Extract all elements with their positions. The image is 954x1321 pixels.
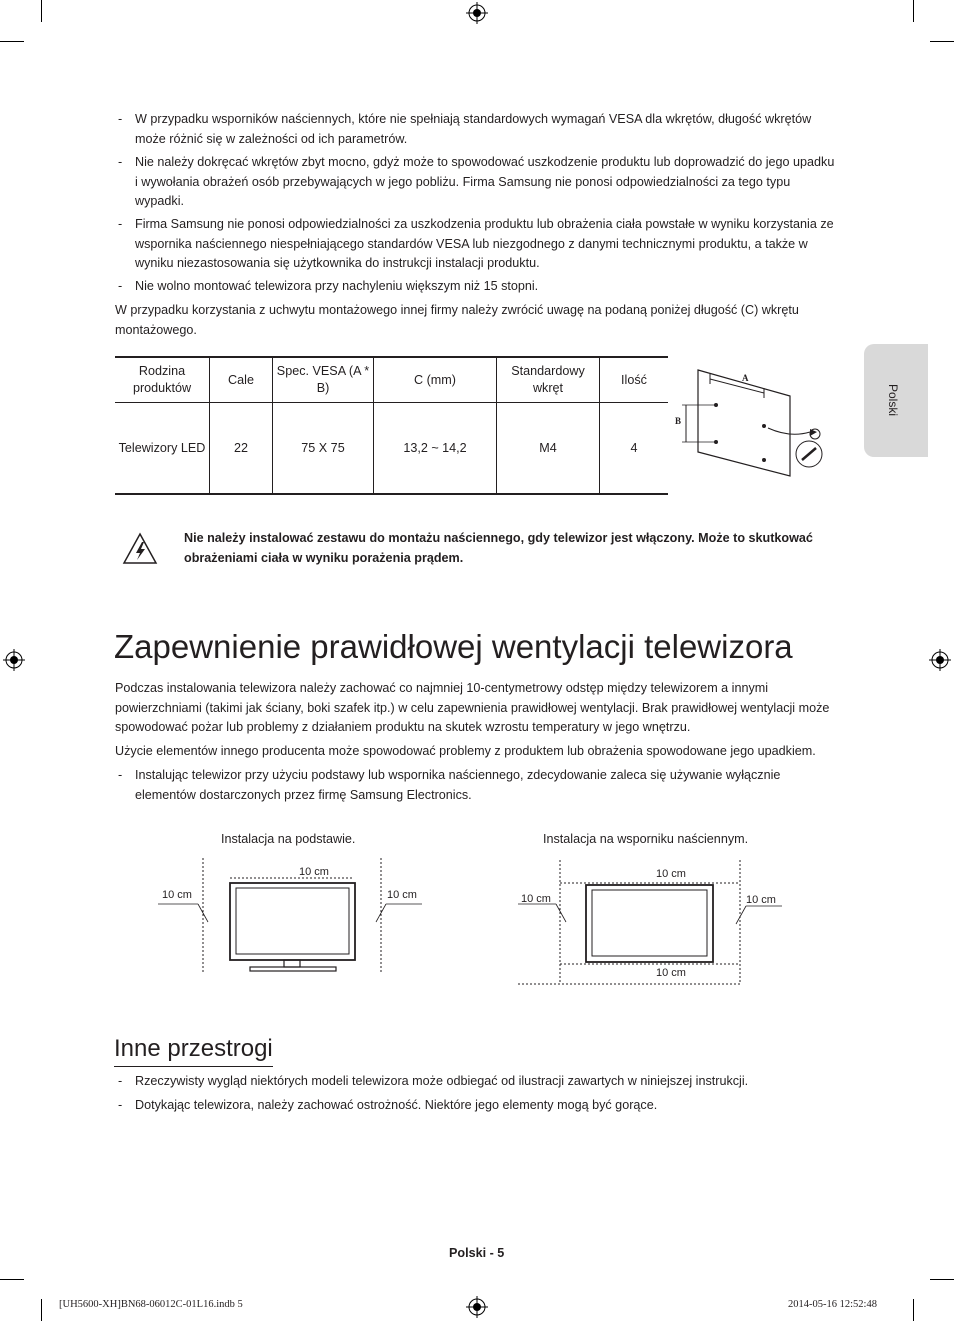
- table-header-row: [115, 357, 668, 403]
- wall-installation-diagram: [518, 856, 788, 988]
- vesa-spec-table: [115, 356, 668, 495]
- crop-mark: [0, 1279, 24, 1280]
- registration-mark-icon: [466, 2, 488, 24]
- language-tab-label: Polski: [886, 384, 900, 417]
- table-header: Cale: [210, 357, 273, 403]
- table-header: Rodzina produktów: [115, 357, 210, 403]
- clearance-right-label: 10 cm: [387, 889, 417, 901]
- clearance-top-label: 10 cm: [656, 868, 686, 880]
- list-item: [118, 110, 838, 149]
- table-cell: Telewizory LED: [115, 403, 210, 495]
- bullet-dash: -: [118, 217, 123, 231]
- list-item: [118, 153, 838, 212]
- bullet-dash: -: [118, 1074, 123, 1088]
- list-item: [118, 1072, 838, 1092]
- table-header: Standardowy wkręt: [497, 357, 600, 403]
- table-header: Ilość: [600, 357, 669, 403]
- stand-installation-caption: Instalacja na podstawie.: [221, 832, 356, 846]
- bullet-dash: -: [118, 112, 123, 126]
- crop-mark: [0, 41, 24, 42]
- table-cell: M4: [497, 403, 600, 495]
- list-item: [118, 766, 838, 805]
- ventilation-paragraph: Podczas instalowania telewizora należy zachować co najmniej 10-centymetrowy odstęp między telewizorem a innymi powierzchniami (takimi jak ściany, boki szafek itp.) w celu zapewnienia prawidłowej wentylacji. Brak prawidłowej wentylacji może spowodować pożar lub problemy z działaniem produktu na skutek wzrostu temperatury w jego wnętrzu.: [115, 681, 830, 734]
- crop-mark: [913, 1299, 914, 1321]
- crop-mark: [930, 1279, 954, 1280]
- registration-mark-icon: [3, 649, 25, 671]
- bullet-dash: -: [118, 1098, 123, 1112]
- stand-installation-diagram: [158, 852, 428, 974]
- table-header: Spec. VESA (A * B): [273, 357, 374, 403]
- wall-mount-diagram: [672, 360, 840, 478]
- clearance-bottom-label: 10 cm: [656, 967, 686, 979]
- bullet-dash: -: [118, 279, 123, 293]
- list-item: [118, 1096, 838, 1116]
- crop-mark: [41, 1299, 42, 1321]
- crop-mark: [41, 0, 42, 22]
- language-tab: [864, 344, 928, 457]
- warning-text: Nie należy instalować zestawu do montażu naściennego, gdy telewizor jest włączony. Może to skutkować obrażeniami ciała w wyniku porażenia prądem.: [184, 531, 813, 565]
- crop-mark: [913, 0, 914, 22]
- list-item: [118, 277, 838, 297]
- page-number: Polski - 5: [449, 1246, 505, 1260]
- dimension-b-label: B: [675, 416, 682, 426]
- bullet-dash: -: [118, 155, 123, 169]
- registration-mark-icon: [929, 649, 951, 671]
- crop-mark: [930, 41, 954, 42]
- wall-installation-caption: Instalacja na wsporniku naściennym.: [543, 832, 749, 846]
- table-cell: 75 X 75: [273, 403, 374, 495]
- clearance-left-label: 10 cm: [162, 889, 192, 901]
- bullet-text: W przypadku wsporników naściennych, które nie spełniają standardowych wymagań VESA dla wkrętów, długość wkrętów może różnić się w zależności od ich parametrów.: [135, 112, 812, 146]
- section-title: Zapewnienie prawidłowej wentylacji telewizora: [114, 628, 793, 665]
- table-cell: 22: [210, 403, 273, 495]
- bullet-dash: -: [118, 768, 123, 782]
- bullet-text: Nie należy dokręcać wkrętów zbyt mocno, gdyż może to spowodować uszkodzenie produktu lub doprowadzić do jego upadku i wywołania obrażeń osób przebywających w jego pobliżu. Firma Samsung nie ponosi odpowiedzialności za tego typu wypadki.: [135, 155, 835, 208]
- print-footer-right: 2014-05-16 12:52:48: [788, 1299, 877, 1310]
- intro-paragraph: W przypadku korzystania z uchwytu montażowego innej firmy należy zwrócić uwagę na podaną poniżej długość (C) wkrętu montażowego.: [115, 303, 799, 337]
- ventilation-paragraph: Użycie elementów innego producenta może spowodować problemy z produktem lub obrażenia spowodowane jego upadkiem.: [115, 744, 816, 758]
- clearance-top-label: 10 cm: [299, 866, 329, 878]
- table-row: [115, 403, 668, 495]
- bullet-text: Rzeczywisty wygląd niektórych modeli telewizora może odbiegać od ilustracji zawartych w niniejszej instrukcji.: [135, 1074, 749, 1088]
- bullet-text: Nie wolno montować telewizora przy nachyleniu większym niż 15 stopni.: [135, 279, 539, 293]
- list-item: [118, 215, 838, 274]
- electric-shock-warning-icon: [122, 532, 158, 566]
- bullet-text: Dotykając telewizora, należy zachować ostrożność. Niektóre jego elementy mogą być gorące.: [135, 1098, 658, 1112]
- dimension-a-label: A: [742, 373, 749, 383]
- table-header: C (mm): [374, 357, 497, 403]
- registration-mark-icon: [466, 1296, 488, 1318]
- clearance-left-label: 10 cm: [521, 893, 551, 905]
- print-footer-left: [UH5600-XH]BN68-06012C-01L16.indb 5: [59, 1299, 243, 1310]
- clearance-right-label: 10 cm: [746, 894, 776, 906]
- subsection-title: Inne przestrogi: [114, 1034, 273, 1067]
- bullet-text: Firma Samsung nie ponosi odpowiedzialności za uszkodzenia produktu lub obrażenia ciała powstałe w wyniku korzystania ze wspornika naściennego niespełniającego standardów VESA lub niezgodnego z danymi technicznymi produktu, a także w wyniku niezastosowania się użytkownika do instrukcji instalacji produktu.: [135, 217, 834, 270]
- table-cell: 4: [600, 403, 669, 495]
- bullet-text: Instalując telewizor przy użyciu podstawy lub wspornika naściennego, zdecydowanie zaleca się używanie wyłącznie elementów dostarczonych przez firmę Samsung Electronics.: [135, 768, 781, 802]
- table-cell: 13,2 ~ 14,2: [374, 403, 497, 495]
